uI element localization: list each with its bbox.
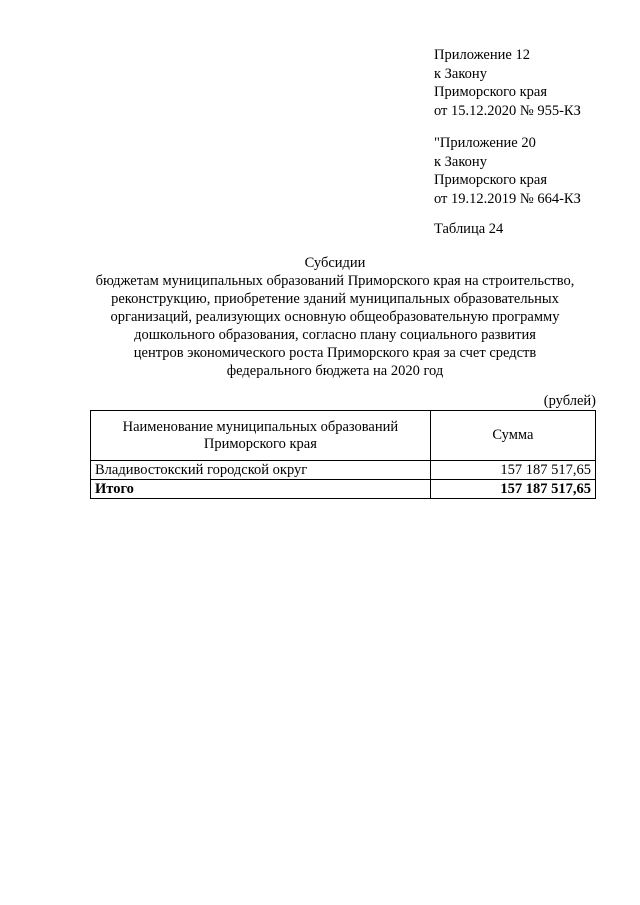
- header-municipality-line: Наименование муниципальных образований: [122, 418, 399, 435]
- table-number: Таблица 24: [434, 221, 504, 237]
- header-sum: Сумма: [430, 411, 595, 461]
- appendix-line: Приморского края: [434, 172, 548, 188]
- table-header-row: [91, 411, 596, 461]
- total-row: [91, 480, 596, 499]
- appendix-line: от 19.12.2019 № 664-КЗ: [434, 190, 581, 207]
- appendix-line: Приложение 12: [434, 47, 530, 63]
- title-line: бюджетам муниципальных образований Приморского края на строительство,: [95, 273, 575, 289]
- title-line: реконструкцию, приобретение зданий муниципальных образовательных: [111, 291, 559, 307]
- appendix-line: от 15.12.2020 № 955-КЗ: [434, 102, 581, 119]
- appendix-reference-original: [434, 134, 581, 208]
- header-municipality-line: Приморского края: [203, 435, 317, 452]
- title-line: Субсидии: [304, 255, 366, 271]
- row-municipality: Владивостокский городской округ: [91, 461, 431, 480]
- document-title: [70, 254, 600, 380]
- header-municipality: [91, 411, 431, 461]
- title-line: центров экономического роста Приморского края за счет средств: [133, 345, 537, 361]
- table-row: [91, 461, 596, 480]
- subsidy-table: [90, 410, 596, 499]
- appendix-line: к Закону: [434, 65, 487, 82]
- appendix-reference-current: [434, 46, 581, 120]
- row-sum: 157 187 517,65: [430, 461, 595, 480]
- title-line: организаций, реализующих основную общеобразовательную программу: [110, 309, 560, 325]
- title-line: дошкольного образования, согласно плану социального развития: [134, 327, 536, 343]
- appendix-line: "Приложение 20: [434, 135, 536, 151]
- appendix-line: к Закону: [434, 153, 487, 170]
- title-line: федерального бюджета на 2020 год: [226, 363, 444, 379]
- appendix-line: Приморского края: [434, 84, 548, 100]
- total-sum: 157 187 517,65: [430, 480, 595, 499]
- total-label: Итого: [91, 480, 431, 499]
- units-label: (рублей): [543, 393, 596, 409]
